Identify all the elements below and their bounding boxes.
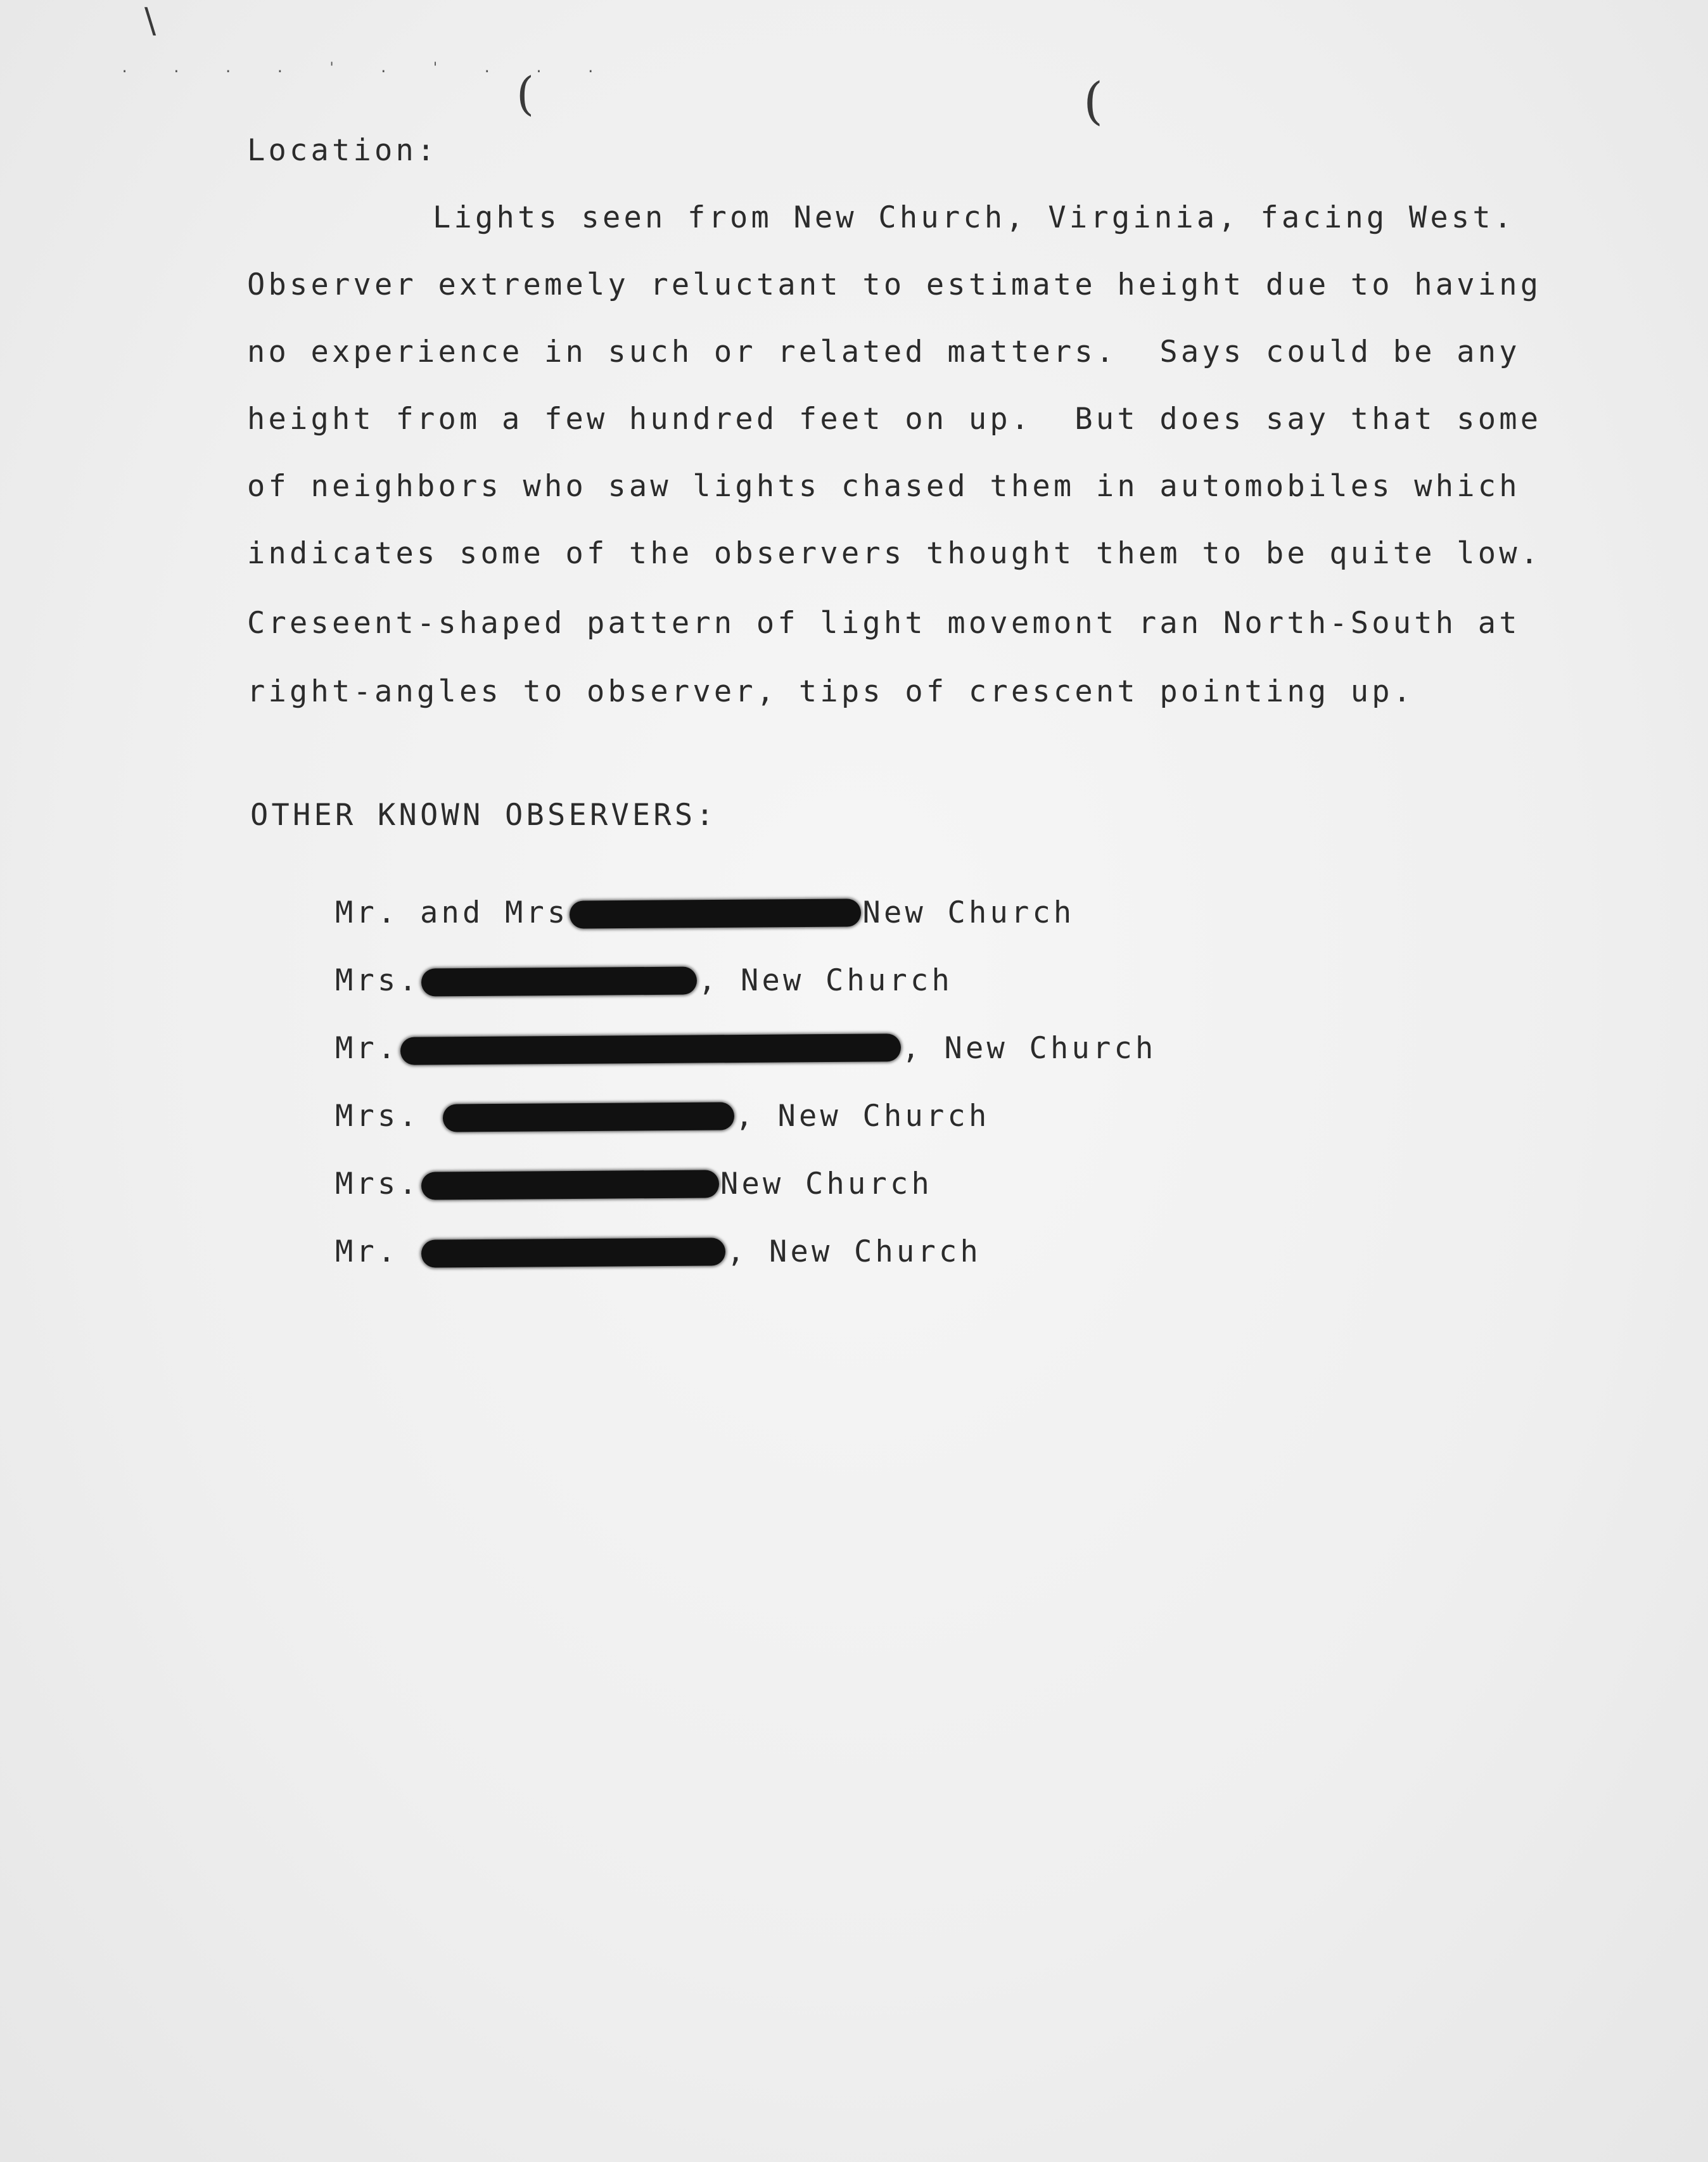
location-heading: Location: [247,133,438,168]
paragraph-line: no experience in such or related matters. Says could be any [247,335,1520,369]
observer-title: Mrs. [335,1099,420,1134]
observer-place: , New Church [902,1031,1157,1066]
observer-place: New Church [862,895,1075,930]
paragraph-line: of neighbors who saw lights chased them in automobiles which [247,469,1520,504]
scan-specks: . . . . ' . ' . . . [120,60,604,76]
right-parenthesis-mark: ( [1083,72,1104,131]
redaction-bar [442,1102,734,1132]
paragraph-line: indicates some of the observers thought them to be quite low. [247,536,1542,571]
redaction-bar [421,1170,719,1199]
observer-title: Mr. and Mrs [335,895,569,930]
redaction-bar [400,1033,900,1065]
left-parenthesis-mark: ( [516,67,535,120]
redaction-bar [421,1238,725,1267]
observer-place: , New Church [735,1099,990,1134]
observer-title: Mrs. [335,963,420,998]
observer-place: , New Church [698,963,953,998]
observer-title: Mr. [335,1031,399,1066]
corner-tick-mark: \ [144,1,156,41]
paragraph-line: height from a few hundred feet on up. But does say that some [247,402,1542,437]
paragraph-line: Lights seen from New Church, Virginia, facing West. [433,200,1515,235]
observer-row [250,1207,981,1296]
paragraph-line: Observer extremely reluctant to estimate height due to having [247,267,1542,302]
observer-place: , New Church [727,1234,981,1269]
observer-place: New Church [720,1167,933,1201]
observers-heading: OTHER KNOWN OBSERVERS: [250,798,717,833]
observer-title: Mrs. [335,1167,420,1201]
redaction-bar [421,966,697,996]
observer-title: Mr. [335,1234,399,1269]
redaction-bar [570,899,861,928]
paragraph-line: right-angles to observer, tips of crescent pointing up. [247,674,1415,709]
paragraph-line: Creseent-shaped pattern of light movemont ran North-South at [247,606,1520,641]
